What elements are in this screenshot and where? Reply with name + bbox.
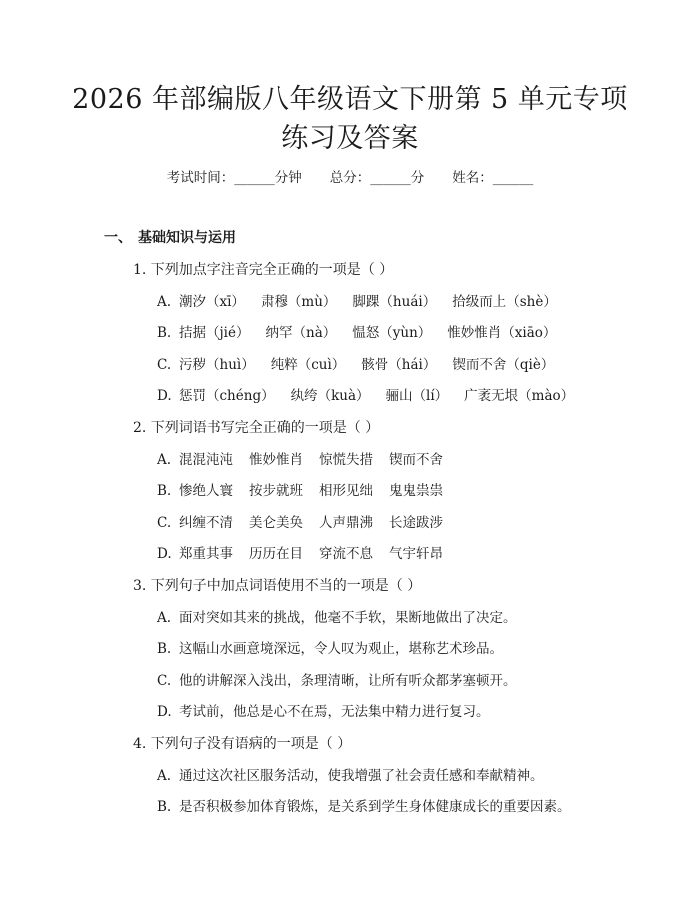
option-text: 潮汐（xī） [179,293,245,310]
option-letter: D. [157,388,172,404]
option-letter: B. [157,641,172,657]
option-letter: B. [157,483,172,499]
option-text: 按步就班 [249,483,303,499]
answer-option [157,356,554,374]
answer-option [157,640,503,658]
answer-option [157,387,574,405]
option-text: 考试前，他总是心不在焉，无法集中精力进行复习。 [179,704,490,720]
answer-option [157,451,443,469]
section-number: 一、 [104,230,132,246]
option-text: 面对突如其来的挑战，他毫不手软，果断地做出了决定。 [179,609,517,626]
option-text: 锲而不舍（qiè） [452,356,555,373]
option-text: 骊山（lí） [385,388,449,404]
option-text: 历历在目 [249,546,303,562]
option-text: 惩罚（chéng） [179,388,275,404]
option-text: 长途跋涉 [389,514,443,531]
question-stem: 1. 下列加点字注音完全正确的一项是（ ） [133,262,394,278]
option-text: 美仑美奂 [249,514,303,531]
option-text: 拮据（jié） [179,325,250,341]
option-letter: A. [157,767,172,784]
option-text: 穿流不息 [319,546,373,562]
option-text: 纠缠不清 [179,514,233,531]
option-text: 混混沌沌 [179,451,233,468]
exam-time-field: 考试时间：______分钟 [166,170,302,186]
option-text: 愠怒（yùn） [352,325,432,341]
option-text: 脚踝（huái） [352,293,437,310]
option-letter: D. [157,546,172,562]
option-text: 他的讲解深入浅出，条理清晰，让所有听众都茅塞顿开。 [179,672,517,689]
answer-option [157,672,517,690]
option-text: 惊慌失措 [319,451,373,468]
option-letter: A. [157,293,172,310]
answer-option [157,324,556,342]
option-text: 肃穆（mù） [260,293,337,310]
answer-option [157,293,557,311]
section-heading [104,229,236,247]
answer-option [157,798,571,816]
answer-option [157,545,443,563]
question-stem: 2. 下列词语书写完全正确的一项是（ ） [133,420,380,436]
option-text: 纨绔（kuà） [290,388,370,404]
option-text: 是否积极参加体育锻炼，是关系到学生身体健康成长的重要因素。 [179,799,571,815]
option-letter: C. [157,514,172,531]
option-text: 污秽（huì） [179,356,255,373]
option-text: 鬼鬼祟祟 [389,483,443,499]
answer-option [157,482,443,500]
option-text: 广袤无垠（mào） [464,388,575,404]
option-text: 这幅山水画意境深远，令人叹为观止，堪称艺术珍品。 [179,641,503,657]
option-letter: A. [157,609,172,626]
option-text: 纳罕（nà） [265,325,337,341]
option-text: 气宇轩昂 [389,546,443,562]
option-letter: C. [157,672,172,689]
answer-option [157,609,517,627]
option-text: 人声鼎沸 [319,514,373,531]
option-text: 拾级而上（shè） [452,293,557,310]
option-letter: D. [157,704,172,720]
option-text: 骸骨（hái） [361,356,437,373]
answer-option [157,703,490,721]
question-stem: 3. 下列句子中加点词语使用不当的一项是（ ） [133,578,422,594]
option-text: 锲而不舍 [389,451,443,468]
document-title-line-1: 2026 年部编版八年级语文下册第 5 单元专项 [72,84,628,115]
document-title-line-2: 练习及答案 [281,123,419,154]
option-text: 郑重其事 [179,546,233,562]
student-name-field: 姓名：______ [452,170,534,186]
total-score-field: 总分：______分 [329,170,425,186]
exam-info [0,169,700,187]
option-text: 惨绝人寰 [179,483,233,499]
option-text: 纯粹（cuì） [270,356,346,373]
question-stem: 4. 下列句子没有语病的一项是（ ） [133,736,352,752]
option-text: 相形见绌 [319,483,373,499]
section-title: 基础知识与运用 [138,230,236,246]
option-text: 惟妙惟肖（xiāo） [447,325,557,341]
option-letter: C. [157,356,172,373]
option-text: 通过这次社区服务活动，使我增强了社会责任感和奉献精神。 [179,767,544,784]
option-letter: A. [157,451,172,468]
option-text: 惟妙惟肖 [249,451,303,468]
answer-option [157,514,443,532]
option-letter: B. [157,799,172,815]
option-letter: B. [157,325,172,341]
answer-option [157,767,544,785]
